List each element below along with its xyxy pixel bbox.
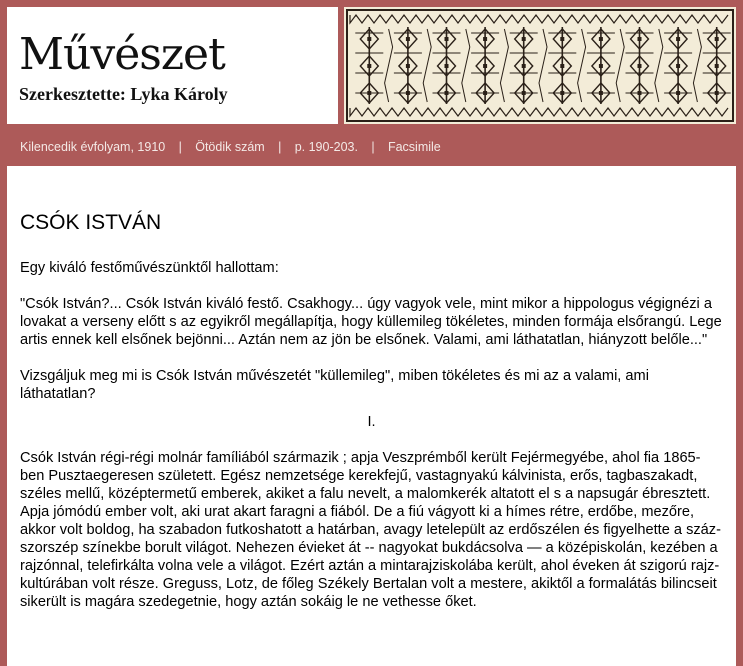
section-number: I. [367, 414, 376, 430]
issue-info-bar [0, 136, 743, 158]
nav-separator: | [278, 140, 282, 154]
magazine-editor: Szerkesztette: Lyka Károly [19, 84, 228, 104]
nav-separator: | [178, 140, 182, 154]
nav-pages[interactable]: p. 190-203. [294, 140, 358, 154]
nav-facsimile-link[interactable]: Facsimile [387, 140, 441, 154]
masthead [7, 7, 338, 124]
article-body: Csók István régi-régi molnár famíliából származik ; apja Veszprémből került Fejérmegyébe, ahol fia 1865-ben Pusztaegeresen született. Egész nemzetsége kerekfejű, vastagnyakú kálvinista, erős, tagbaszakadt, széles mellű, középtermetű emberek, akiket a falu nevelt, a malomkerék altatott el s a napsugár ébresztett. Apja jómódú ember volt, aki urat akart faragni a fiából. De a fiú vágyott ki a hímes rétre, erdőbe, mezőre, akkor volt boldog, ha szabadon futkoshatott a határban, avagy letelepült az erdőszélen és figyelhette a száz-szorszép színekbe borult világot. Nehezen évieket át -- nagyokat bukdácsolva — a középiskolán, kezében a rajzónnal, telefirkálta volna vele a világot. Ezért aztán a mintarajziskolába került, ahol éveken át szigorú rajz-kultúrában volt része. Greguss, Lotz, de főleg Székely Bertalan volt a mestere, akiktől a formalátás bilincseit sikerült is magára szedegetnie, hogy aztán sokáig le ne vethesse őket. [20, 450, 721, 610]
article-intro: Egy kiváló festőművészünktől hallottam: [20, 260, 279, 276]
article-question: Vizsgáljuk meg mi is Csók István művészetét "küllemileg", miben tökéletes és mi az a valami, ami láthatatlan? [20, 368, 649, 402]
folk-embroidery-pattern-icon [344, 7, 736, 124]
folk-ornament-banner [344, 7, 736, 124]
magazine-title: Művészet [19, 29, 225, 80]
nav-issue[interactable]: Ötödik szám [195, 140, 265, 154]
nav-volume[interactable]: Kilencedik évfolyam, 1910 [20, 140, 166, 154]
nav-separator: | [371, 140, 375, 154]
article-quote: "Csók István?... Csók István kiváló festő. Csakhogy... úgy vagyok vele, mint mikor a hippologus végignézi a lovakat a verseny előtt s az egyikről megállapítja, hogy küllemileg tökéletes, minden formája elsőrangú. Lege artis ennek kell elsőnek bejönni... Aztán nem az jön be elsőnek. Valami, ami láthatatlan, hiányzott belőle..." [20, 296, 722, 348]
article-title: CSÓK ISTVÁN [20, 211, 162, 234]
article-panel [7, 166, 736, 666]
